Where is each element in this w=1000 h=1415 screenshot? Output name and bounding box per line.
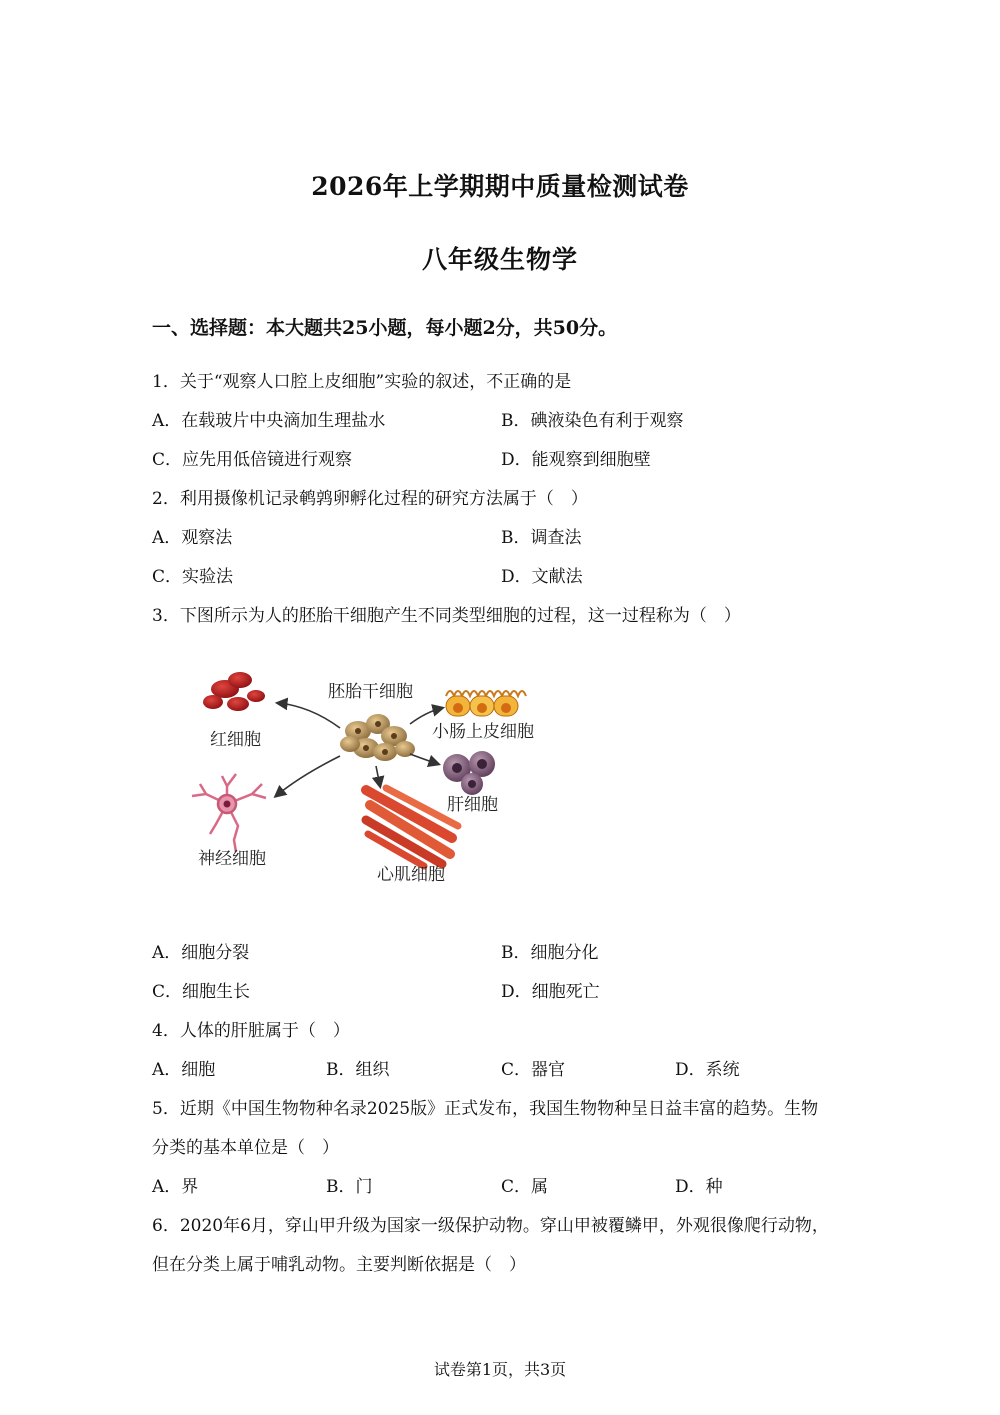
question-5-option-a: A．界: [152, 1177, 199, 1197]
intestinal-cells-image: [446, 691, 526, 716]
embryonic-stem-cells-image: [340, 714, 415, 761]
exam-subject: 八年级生物学: [421, 245, 578, 274]
question-6-stem-line-2: 但在分类上属于哺乳动物。主要判断依据是（ ）: [152, 1255, 526, 1275]
question-6-stem-line-1: 6．2020年6月，穿山甲升级为国家一级保护动物。穿山甲被覆鳞甲，外观很像爬行动物，: [152, 1216, 829, 1236]
question-3-stem: 3．下图所示为人的胚胎干细胞产生不同类型细胞的过程，这一过程称为（ ）: [152, 606, 741, 626]
question-3-option-b: B．细胞分化: [501, 943, 599, 963]
label-nerve-cell: 神经细胞: [198, 849, 266, 869]
question-3-option-c: C．细胞生长: [152, 982, 251, 1002]
question-2-stem: 2．利用摄像机记录鹌鹑卵孵化过程的研究方法属于（ ）: [152, 489, 588, 509]
label-embryonic-stem-cell: 胚胎干细胞: [328, 682, 413, 702]
question-2-option-d: D．文献法: [501, 567, 583, 587]
question-5-option-c: C．属: [501, 1177, 549, 1197]
cardiac-muscle-image: [366, 788, 458, 866]
question-5-stem-line-1: 5．近期《中国生物物种名录2025版》正式发布，我国生物物种呈日益丰富的趋势。生物: [152, 1099, 819, 1119]
question-4-option-a: A．细胞: [152, 1060, 216, 1080]
question-1-option-d: D．能观察到细胞壁: [501, 450, 651, 470]
label-intestinal-epithelial-cell: 小肠上皮细胞: [432, 722, 534, 742]
question-4-option-d: D．系统: [675, 1060, 740, 1080]
question-4-stem: 4．人体的肝脏属于（ ）: [152, 1021, 350, 1041]
red-blood-cells-image: [203, 672, 265, 711]
question-5-option-d: D．种: [675, 1177, 723, 1197]
question-2-option-a: A．观察法: [152, 528, 233, 548]
liver-cells-image: [443, 751, 495, 795]
question-3-option-d: D．细胞死亡: [501, 982, 600, 1002]
label-liver-cell: 肝细胞: [447, 795, 498, 815]
question-1-option-c: C．应先用低倍镜进行观察: [152, 450, 353, 470]
stem-cell-differentiation-figure: [180, 668, 560, 890]
question-2-option-c: C．实验法: [152, 567, 234, 587]
question-2-option-b: B．调查法: [501, 528, 582, 548]
label-cardiac-muscle-cell: 心肌细胞: [377, 865, 445, 885]
question-5-option-b: B．门: [326, 1177, 373, 1197]
question-4-option-b: B．组织: [326, 1060, 390, 1080]
section-heading: 一、选择题：本大题共25小题，每小题2分，共50分。: [152, 317, 618, 339]
question-5-stem-line-2: 分类的基本单位是（ ）: [152, 1138, 339, 1158]
question-4-option-c: C．器官: [501, 1060, 566, 1080]
question-1-option-a: A．在载玻片中央滴加生理盐水: [152, 411, 386, 431]
question-1-stem: 1．关于“观察人口腔上皮细胞”实验的叙述，不正确的是: [152, 372, 572, 392]
question-3-option-a: A．细胞分裂: [152, 943, 250, 963]
exam-title: 2026年上学期期中质量检测试卷: [311, 172, 689, 201]
nerve-cell-image: [192, 774, 266, 852]
label-red-blood-cell: 红细胞: [210, 730, 261, 750]
question-1-option-b: B．碘液染色有利于观察: [501, 411, 684, 431]
page-footer: 试卷第1页，共3页: [433, 1360, 567, 1379]
